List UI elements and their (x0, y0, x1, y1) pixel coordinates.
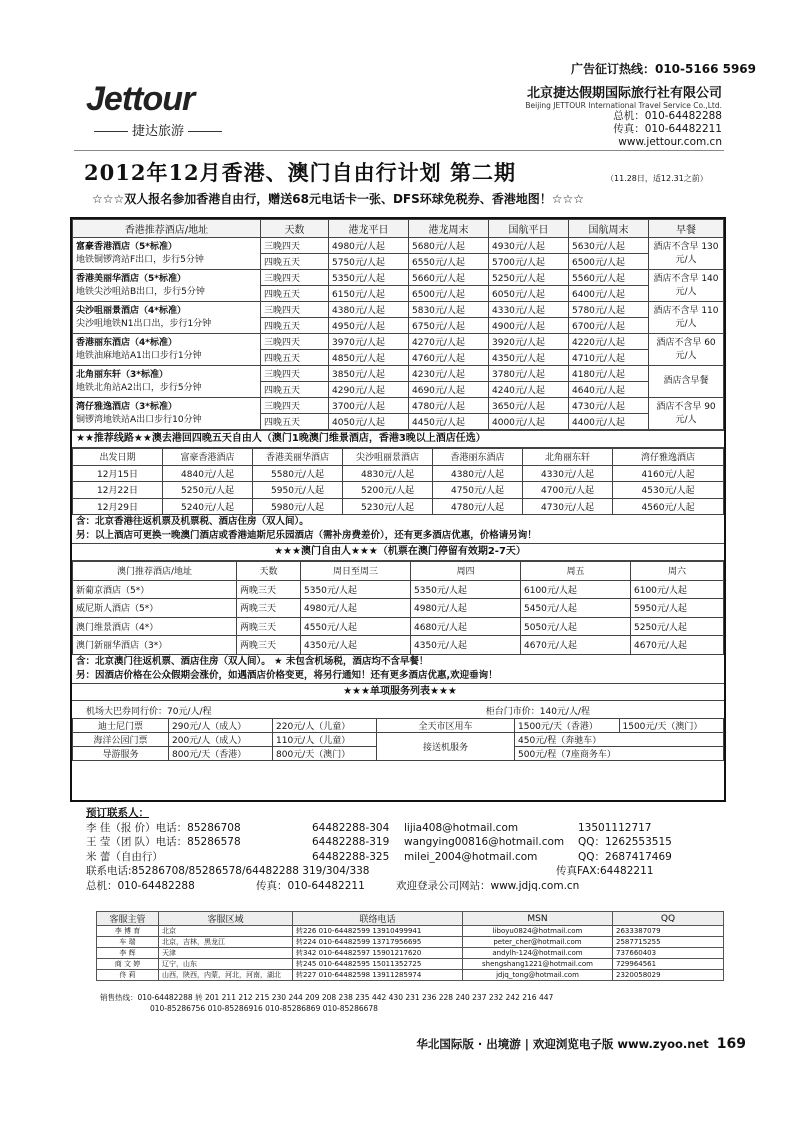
bus-price: 机场大巴券同行价：70元/人/程 (86, 706, 212, 717)
breakfast-cell: 酒店不含早 110元/人 (649, 302, 724, 334)
price-cell: 4780元/人起 (409, 398, 489, 414)
contact-web[interactable]: 欢迎登录公司网站：www.jdjq.com.cn (396, 879, 580, 892)
macau-hotel: 新葡京酒店（5*） (73, 580, 237, 599)
route-table (72, 448, 724, 515)
staff-cell: 729964561 (613, 959, 724, 970)
logo-brand: Jettour (86, 80, 195, 118)
breakfast-cell: 酒店不含早 130元/人 (649, 238, 724, 270)
staff-row (97, 926, 724, 937)
price-cell: 4450元/人起 (409, 414, 489, 430)
sales-line-2: 010-85286756 010-85286916 010-85286869 010-85286678 (150, 1004, 378, 1013)
staff-cell: 山西，陕西，内蒙，河北，河南，湖北 (159, 970, 293, 981)
staff-cell: 转226 010-64482599 13910499941 (293, 926, 463, 937)
price-cell: 5230元/人起 (343, 498, 433, 515)
hotel-name: 北角丽东轩（3*标准） (76, 369, 168, 380)
hk-hotel-cell (73, 366, 261, 398)
stay-length: 四晚五天 (261, 414, 329, 430)
price-cell: 4180元/人起 (569, 366, 649, 382)
stay-length: 三晚四天 (261, 398, 329, 414)
staff-cell: 转227 010-64482598 13911285974 (293, 970, 463, 981)
stay-length: 四晚五天 (261, 318, 329, 334)
price-cell: 6500元/人起 (409, 286, 489, 302)
contact-chuanzhen: 传真：010-64482211 (256, 879, 365, 892)
price-cell: 6700元/人起 (569, 318, 649, 334)
price-cell: 4290元/人起 (329, 382, 409, 398)
contact-ext: 64482288-319 (312, 836, 390, 849)
stay-length: 四晚五天 (261, 350, 329, 366)
contact-zongji: 总机：010-64482288 (86, 879, 195, 892)
stay-length: 四晚五天 (261, 286, 329, 302)
staff-cell: 2587715255 (613, 937, 724, 948)
price-cell: 6550元/人起 (409, 254, 489, 270)
contact-person (86, 835, 726, 850)
price-cell: 5750元/人起 (329, 254, 409, 270)
hk-hotel-row (73, 270, 724, 286)
service-name: 海洋公园门票 (73, 732, 169, 746)
route-header-cell: 尖沙咀丽景酒店 (343, 449, 433, 466)
staff-header-cell: 客服主管 (97, 912, 159, 926)
staff-cell: 辽宁，山东 (159, 959, 293, 970)
contact-person (86, 850, 726, 865)
staff-cell: 商 文 婷 (97, 959, 159, 970)
price-cell: 5350元/人起 (301, 580, 411, 599)
stay-length: 三晚四天 (261, 238, 329, 254)
macau-row (73, 599, 724, 618)
staff-cell: 李 博 育 (97, 926, 159, 937)
price-cell: 4380元/人起 (329, 302, 409, 318)
stay-length: 三晚四天 (261, 366, 329, 382)
route-note-include: 含：北京香港往返机票及机票税、酒店住房（双人间）。 (76, 516, 309, 527)
hk-header-cell: 港龙平日 (329, 220, 409, 238)
ad-hotline: 广告征订热线：010-5166 5969 (570, 62, 756, 76)
price-cell: 5450元/人起 (521, 599, 631, 618)
price-cell: 6400元/人起 (569, 286, 649, 302)
hk-header-cell: 香港推荐酒店/地址 (73, 220, 261, 238)
stay-length: 四晚五天 (261, 382, 329, 398)
car-mo: 1500元/天（澳门） (619, 718, 724, 732)
hotel-name: 湾仔雅逸酒店（3*标准） (76, 401, 177, 412)
price-cell: 5250元/人起 (163, 482, 253, 499)
price-cell: 3650元/人起 (489, 398, 569, 414)
macau-header-cell: 周四 (411, 562, 521, 581)
price-cell: 5680元/人起 (409, 238, 489, 254)
price-cell: 4000元/人起 (489, 414, 569, 430)
price-cell: 5250元/人起 (631, 617, 724, 636)
price-cell: 5200元/人起 (343, 482, 433, 499)
price-cell: 5240元/人起 (163, 498, 253, 515)
staff-header-cell: QQ (613, 912, 724, 926)
service-child: 800元/天（澳门） (273, 746, 377, 760)
price-cell: 3700元/人起 (329, 398, 409, 414)
price-cell: 4670元/人起 (631, 636, 724, 655)
contact-email[interactable]: wangying00816@hotmail.com (404, 836, 565, 849)
departure-date: 12月15日 (73, 465, 163, 482)
stay-length: 三晚四天 (261, 270, 329, 286)
transfer-2: 500元/程（7座商务车） (515, 746, 724, 760)
price-cell: 3920元/人起 (489, 334, 569, 350)
price-cell: 4670元/人起 (521, 636, 631, 655)
hotel-address: 尖沙咀地铁N1出口出，步行1分钟 (76, 318, 212, 329)
price-cell: 4930元/人起 (489, 238, 569, 254)
page-footer (416, 1036, 746, 1052)
price-cell: 4240元/人起 (489, 382, 569, 398)
stay-length: 两晚三天 (237, 617, 301, 636)
hk-hotel-cell (73, 398, 261, 430)
company-name-cn: 北京捷达假期国际旅行社有限公司 (526, 86, 722, 101)
bus-door-price: 柜台门市价：140元/人/程 (485, 706, 590, 717)
car-hk: 1500元/天（香港） (515, 718, 620, 732)
hotel-name: 富豪香港酒店（5*标准） (76, 241, 177, 252)
contact-section (86, 806, 726, 894)
hk-hotel-row (73, 398, 724, 414)
staff-cell: 李 辉 (97, 948, 159, 959)
price-cell: 6100元/人起 (631, 580, 724, 599)
hk-header-cell: 天数 (261, 220, 329, 238)
macau-row (73, 617, 724, 636)
price-cell: 5830元/人起 (409, 302, 489, 318)
macau-table (72, 561, 724, 655)
staff-header-cell: 客服区域 (159, 912, 293, 926)
staff-row (97, 937, 724, 948)
sales-line-1: 销售热线：010-64482288 转 201 211 212 215 230 244 209 208 238 235 442 430 231 236 228 240 237 232 242 216 447 (100, 993, 554, 1002)
staff-cell: 转342 010-64482597 15901217620 (293, 948, 463, 959)
page-title: 2012年12月香港、澳门自由行计划 第二期 (84, 160, 516, 185)
staff-cell: 737660403 (613, 948, 724, 959)
contact-name: 王 莹（团 队）电话：85286578 (86, 836, 241, 849)
staff-cell: shengshang1221@hotmail.com (463, 959, 613, 970)
price-cell: 4220元/人起 (569, 334, 649, 350)
hotel-name: 香港美丽华酒店（5*标准） (76, 273, 186, 284)
price-cell: 4980元/人起 (301, 599, 411, 618)
transfer-1: 450元/程（奔驰车） (515, 732, 724, 746)
price-cell: 4690元/人起 (409, 382, 489, 398)
price-cell: 5950元/人起 (631, 599, 724, 618)
price-cell: 4530元/人起 (613, 482, 724, 499)
hotel-address: 地铁铜锣湾站F出口，步行5分钟 (76, 254, 204, 265)
stay-length: 两晚三天 (237, 599, 301, 618)
staff-header-cell: MSN (463, 912, 613, 926)
services-table (72, 718, 724, 761)
price-cell: 5050元/人起 (521, 617, 631, 636)
staff-cell: 北京，吉林，黑龙江 (159, 937, 293, 948)
staff-cell: 2633387079 (613, 926, 724, 937)
macau-header-cell: 澳门推荐酒店/地址 (73, 562, 237, 581)
stay-length: 四晚五天 (261, 254, 329, 270)
price-cell: 4230元/人起 (409, 366, 489, 382)
price-cell: 4330元/人起 (489, 302, 569, 318)
staff-cell: 转245 010-64482595 15011352725 (293, 959, 463, 970)
hk-hotel-cell (73, 238, 261, 270)
price-cell: 5780元/人起 (569, 302, 649, 318)
price-cell: 4980元/人起 (411, 599, 521, 618)
price-cell: 4840元/人起 (163, 465, 253, 482)
staff-cell: peter_cher@hotmail.com (463, 937, 613, 948)
contact-person (86, 821, 726, 836)
hk-hotel-cell (73, 270, 261, 302)
price-cell: 4350元/人起 (489, 350, 569, 366)
price-cell: 4730元/人起 (569, 398, 649, 414)
price-cell: 6750元/人起 (409, 318, 489, 334)
hk-header-cell: 国航周末 (569, 220, 649, 238)
staff-cell: 2320058029 (613, 970, 724, 981)
contact-other: 13501112717 (578, 821, 652, 834)
contact-heading: 预订联系人： (86, 807, 149, 819)
hotel-address: 地铁北角站A2出口，步行5分钟 (76, 382, 202, 393)
staff-cell: andylh-124@hotmail.com (463, 948, 613, 959)
contact-other: QQ：2687417469 (578, 850, 672, 863)
price-cell: 4780元/人起 (433, 498, 523, 515)
macau-row (73, 580, 724, 599)
stay-length: 三晚四天 (261, 302, 329, 318)
service-adult: 200元/人（成人） (169, 732, 273, 746)
macau-bar: ★★★澳门自由人★★★（机票在澳门停留有效期2-7天） (72, 543, 724, 561)
breakfast-cell: 酒店不含早 60元/人 (649, 334, 724, 366)
contact-ext: 64482288-325 (312, 850, 390, 863)
stay-length: 两晚三天 (237, 580, 301, 599)
breakfast-cell: 酒店不含早 90元/人 (649, 398, 724, 430)
contact-email[interactable]: lijia408@hotmail.com (404, 821, 519, 834)
hk-hotel-row (73, 334, 724, 350)
stay-length: 两晚三天 (237, 636, 301, 655)
staff-cell: liboyu0824@hotmail.com (463, 926, 613, 937)
route-header-cell: 香港美丽华酒店 (253, 449, 343, 466)
price-cell: 6050元/人起 (489, 286, 569, 302)
page-number: 169 (716, 1036, 746, 1052)
service-child: 110元/人（儿童） (273, 732, 377, 746)
route-row (73, 498, 724, 515)
hotel-address: 地铁油麻地站A1出口步行1分钟 (76, 350, 202, 361)
breakfast-cell: 酒店不含早 140元/人 (649, 270, 724, 302)
price-cell: 4050元/人起 (329, 414, 409, 430)
price-cell: 4760元/人起 (409, 350, 489, 366)
route-bar: ★★推荐线路★★澳去港回四晚五天自由人（澳门1晚澳门维景酒店，香港3晚以上酒店任选） (72, 430, 724, 448)
route-header-cell: 富豪香港酒店 (163, 449, 253, 466)
price-cell: 5580元/人起 (253, 465, 343, 482)
departure-date: 12月29日 (73, 498, 163, 515)
contact-name: 李 佳（报 价）电话：85286708 (86, 821, 241, 834)
contact-email[interactable]: milei_2004@hotmail.com (404, 850, 538, 863)
price-cell: 6100元/人起 (521, 580, 631, 599)
staff-cell: 天津 (159, 948, 293, 959)
route-row (73, 482, 724, 499)
price-cell: 3780元/人起 (489, 366, 569, 382)
price-cell: 4270元/人起 (409, 334, 489, 350)
price-cell: 5250元/人起 (489, 270, 569, 286)
price-cell: 4400元/人起 (569, 414, 649, 430)
price-cell: 4330元/人起 (523, 465, 613, 482)
title-note: （11.28日，适12.31之前） (606, 174, 708, 183)
staff-cell: 北京 (159, 926, 293, 937)
hotel-address: 铜锣湾地铁站A出口步行10分钟 (76, 414, 202, 425)
macau-note-include: 含：北京澳门往返机票、酒店住房（双人间）。 ★ 未包含机场税，酒店均不含早餐！ (76, 655, 429, 667)
price-cell: 4560元/人起 (613, 498, 724, 515)
hotel-name: 香港丽东酒店（4*标准） (76, 337, 177, 348)
company-info (525, 82, 722, 149)
macau-row (73, 636, 724, 655)
staff-cell: jdjq_tong@hotmail.com (463, 970, 613, 981)
price-cell: 4900元/人起 (489, 318, 569, 334)
hk-header-cell: 早餐 (649, 220, 724, 238)
services-bar: ★★★单项服务列表★★★ (72, 683, 724, 701)
header-divider (74, 150, 724, 151)
macau-header-cell: 周六 (631, 562, 724, 581)
macau-hotel: 威尼斯人酒店（5*） (73, 599, 237, 618)
service-name: 导游服务 (73, 746, 169, 760)
price-cell: 5950元/人起 (253, 482, 343, 499)
staff-row (97, 959, 724, 970)
staff-cell: 车 瑞 (97, 937, 159, 948)
price-cell: 4830元/人起 (343, 465, 433, 482)
price-cell: 3850元/人起 (329, 366, 409, 382)
hk-hotel-cell (73, 334, 261, 366)
promo-text: ☆☆☆双人报名参加香港自由行，赠送68元电话卡一张、DFS环球免税券、香港地图！☆☆☆ (92, 192, 585, 206)
car-label: 全天市区用车 (377, 718, 515, 732)
price-cell: 4550元/人起 (301, 617, 411, 636)
service-staff-table (96, 911, 724, 981)
contact-fax: 传真FAX:64482211 (556, 865, 654, 878)
price-cell: 5700元/人起 (489, 254, 569, 270)
macau-hotel: 澳门维景酒店（4*） (73, 617, 237, 636)
hk-header-cell: 国航平日 (489, 220, 569, 238)
macau-header-cell: 周日至周三 (301, 562, 411, 581)
macau-hotel: 澳门新丽华酒店（3*） (73, 636, 237, 655)
hk-hotel-row (73, 238, 724, 254)
staff-cell: 转224 010-64482599 13717956695 (293, 937, 463, 948)
price-cell: 5660元/人起 (409, 270, 489, 286)
company-phone: 总机：010-64482288 (613, 110, 722, 122)
hk-hotel-row (73, 366, 724, 382)
route-row (73, 465, 724, 482)
service-name: 迪士尼门票 (73, 718, 169, 732)
company-fax: 传真：010-64482211 (613, 123, 722, 135)
hotel-address: 地铁尖沙咀站B出口，步行5分钟 (76, 286, 205, 297)
price-cell: 4850元/人起 (329, 350, 409, 366)
hk-header-cell: 港龙周末 (409, 220, 489, 238)
service-child: 220元/人（儿童） (273, 718, 377, 732)
price-cell: 4640元/人起 (569, 382, 649, 398)
hk-hotel-row (73, 302, 724, 318)
route-note-other: 另：以上酒店可更换一晚澳门酒店或香港迪斯尼乐园酒店（需补房费差价），还有更多酒店优惠，价格请另询！ (76, 530, 537, 541)
company-name-en: Beijing JETTOUR International Travel Service Co.,Ltd. (525, 101, 722, 110)
contact-ext: 64482288-304 (312, 821, 390, 834)
price-cell: 3970元/人起 (329, 334, 409, 350)
price-cell: 5560元/人起 (569, 270, 649, 286)
hotel-name: 尖沙咀丽景酒店（4*标准） (76, 305, 186, 316)
sales-hotline (100, 992, 553, 1014)
staff-row (97, 948, 724, 959)
route-header-cell: 香港丽东酒店 (433, 449, 523, 466)
contact-phones: 联系电话:85286708/85286578/64482288 319/304/338 (86, 865, 370, 878)
price-box (70, 217, 726, 802)
price-cell: 4380元/人起 (433, 465, 523, 482)
price-cell: 4950元/人起 (329, 318, 409, 334)
departure-date: 12月22日 (73, 482, 163, 499)
service-adult: 290元/人（成人） (169, 718, 273, 732)
staff-header-cell: 联络电话 (293, 912, 463, 926)
price-cell: 4710元/人起 (569, 350, 649, 366)
staff-cell: 佟 莉 (97, 970, 159, 981)
company-web[interactable]: www.jettour.com.cn (618, 136, 722, 148)
hk-hotel-table (72, 219, 724, 430)
contact-other: QQ：1262553515 (578, 836, 672, 849)
price-cell: 4160元/人起 (613, 465, 724, 482)
price-cell: 6150元/人起 (329, 286, 409, 302)
price-cell: 4750元/人起 (433, 482, 523, 499)
logo-sub: 捷达旅游 (86, 120, 226, 139)
transfer-label: 接送机服务 (377, 732, 515, 760)
price-cell: 6500元/人起 (569, 254, 649, 270)
hk-hotel-cell (73, 302, 261, 334)
footer-text: 华北国际版 · 出境游 | 欢迎浏览电子版 www.zyoo.net (416, 1037, 709, 1051)
price-cell: 4350元/人起 (411, 636, 521, 655)
route-header-cell: 出发日期 (73, 449, 163, 466)
stay-length: 三晚四天 (261, 334, 329, 350)
macau-note-other: 另：因酒店价格在公众假期会涨价，如遇酒店价格变更，将另行通知！还有更多酒店优惠,欢迎垂询！ (76, 669, 498, 681)
macau-header-cell: 周五 (521, 562, 631, 581)
route-header-cell: 北角丽东轩 (523, 449, 613, 466)
price-cell: 5630元/人起 (569, 238, 649, 254)
price-cell: 4730元/人起 (523, 498, 613, 515)
price-cell: 5350元/人起 (329, 270, 409, 286)
contact-name: 米 蕾（自由行） (86, 850, 163, 863)
price-cell: 5350元/人起 (411, 580, 521, 599)
jettour-logo (86, 80, 226, 140)
price-cell: 4350元/人起 (301, 636, 411, 655)
price-cell: 4680元/人起 (411, 617, 521, 636)
service-adult: 800元/天（香港） (169, 746, 273, 760)
route-header-cell: 湾仔雅逸酒店 (613, 449, 724, 466)
price-cell: 5980元/人起 (253, 498, 343, 515)
price-cell: 4980元/人起 (329, 238, 409, 254)
breakfast-cell: 酒店含早餐 (649, 366, 724, 398)
staff-row (97, 970, 724, 981)
price-cell: 4700元/人起 (523, 482, 613, 499)
macau-header-cell: 天数 (237, 562, 301, 581)
